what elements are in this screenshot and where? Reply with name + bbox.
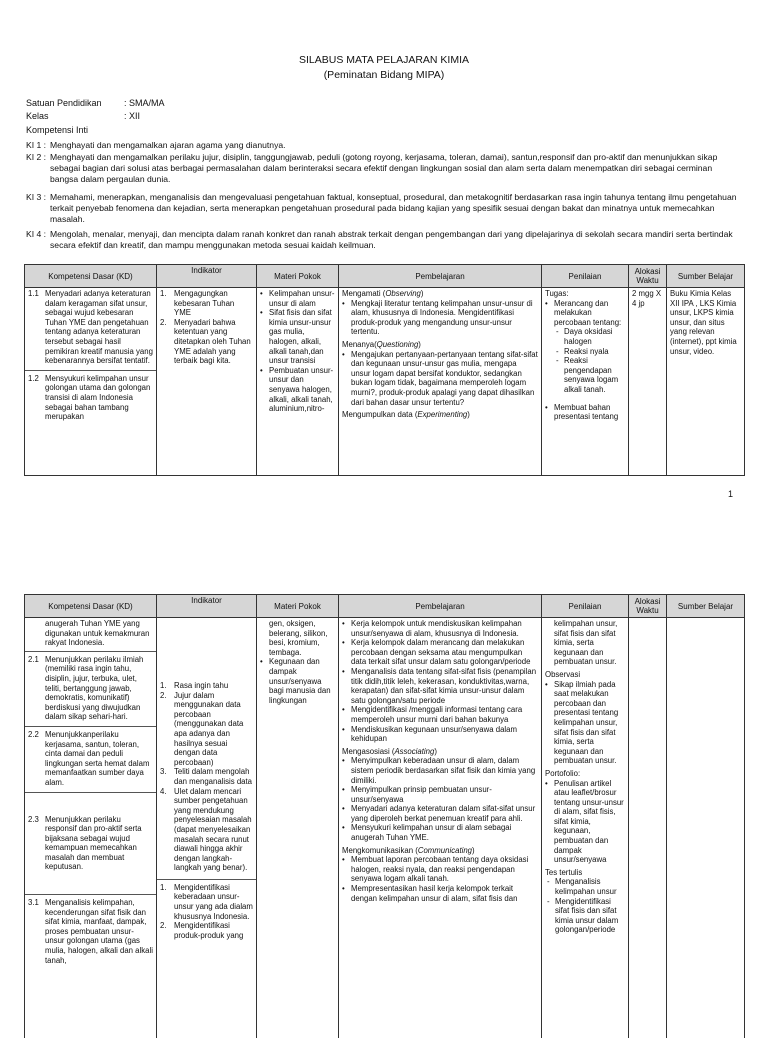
- table-row: [25, 618, 745, 1038]
- activity-heading: Mengasosiasi (Associating): [342, 746, 437, 756]
- kd-divider: [25, 651, 156, 652]
- activity-item: • Kerja kelompok untuk mendiskusikan kelimpahan unsur/senyawa di alam, khususnya di Indonesia.: [342, 619, 538, 638]
- header-pembelajaran: Pembelajaran: [339, 595, 542, 618]
- header-pembelajaran: Pembelajaran: [339, 265, 542, 288]
- header-sumber: Sumber Belajar: [667, 265, 745, 288]
- ki-item: [26, 229, 742, 251]
- ki-number: KI 2 :: [26, 152, 47, 162]
- header-penilaian: Penilaian: [542, 265, 629, 288]
- assessment-subitem: - Reaksi pengendapan senyawa logam alkali tanah.: [554, 356, 625, 394]
- kd-number: 2.3: [28, 814, 39, 824]
- indikator-item: 4. Ulet dalam mencari sumber pengetahuan yang mendukung penyelesaian masalah (dapat menyelesaikan masalah secara runut diawali hingga akhir dengan langkah-langkah yang benar).: [160, 786, 252, 873]
- alokasi-cell: 2 mgg X 4 jp: [629, 288, 667, 476]
- materi-text: gen, oksigen, belerang, silikon, besi, kromium, tembaga.: [269, 619, 328, 657]
- syllabus-table-2: [24, 594, 745, 1038]
- kd-text: Menganalisis kelimpahan, kecenderungan sifat fisik dan sifat kimia, manfaat, dampak, proses pembuatan unsur-unsur golongan utama (gas mulia, halogen, alkali dan alkali tanah,: [45, 898, 153, 965]
- kd-item: [28, 730, 153, 788]
- ki-item: [26, 140, 742, 151]
- ki-text: Menghayati dan mengamalkan ajaran agama yang dianutnya.: [50, 140, 286, 150]
- assessment-item: • Penulisan artikel atau leaflet/brosur tentang unsur-unsur di alam, sifat fisis, sifat kimia, kegunaan, pembuatan dan dampak unsur/senyawa: [545, 779, 625, 865]
- materi-cell: [257, 288, 339, 476]
- table-header-row: [25, 265, 745, 288]
- kd-number: 1.1: [28, 289, 39, 298]
- assessment-heading: Tes tertulis: [545, 867, 583, 877]
- header-indikator: Indikator: [157, 265, 257, 288]
- indikator-item: 1. Rasa ingin tahu: [160, 681, 229, 690]
- header-sumber: Sumber Belajar: [667, 595, 745, 618]
- table-row: [25, 288, 745, 476]
- assessment-heading: Observasi: [545, 669, 581, 679]
- activity-heading: Mengkomunikasikan (Communicating): [342, 845, 475, 855]
- kd-item: [28, 289, 153, 366]
- activity-item: • Mengajukan pertanyaan-pertanyaan tentang sifat-sifat dan kegunaan unsur-unsur gas mulia, mengapa unsur logam dapat bersifat konduktor, sedangkan bukan logam tidak, bagaimana memperoleh logam murni?, produk-produk apalagi yang dapat dihasilkan dari bahan dasar unsur tertentu?: [342, 350, 538, 408]
- kd-item: [28, 898, 153, 965]
- materi-item: • Kelimpahan unsur-unsur di alam: [260, 289, 335, 308]
- penilaian-cell: [542, 618, 629, 1038]
- assessment-subitem: - Reaksi nyala: [554, 347, 625, 357]
- kd-number: 2.2: [28, 729, 39, 739]
- indikator-item: 1. Mengidentifikasi keberadaan unsur-unsur yang ada dialam khususnya Indonesia.: [160, 882, 253, 921]
- activity-item: • Menganalisis data tentang sifat-sifat fisis (penampilan titik didih,titik leleh, kekerasan, konduktivitas,warna, kerapatan) dan sifat-sifat kimia unsur-unsur dalam satu golongan/satu periode: [342, 667, 538, 705]
- header-materi: Materi Pokok: [257, 265, 339, 288]
- header-kd: Kompetensi Dasar (KD): [25, 265, 157, 288]
- assessment-heading: Portofolio:: [545, 768, 581, 778]
- kd-number: 3.1: [28, 898, 39, 908]
- indikator-item: 2. Jujur dalam menggunakan data percobaan (menggunakan data apa adanya dan hasilnya sesuai dengan data percobaan): [160, 690, 244, 767]
- header-alokasi: Alokasi Waktu: [629, 265, 667, 288]
- document-title: SILABUS MATA PELAJARAN KIMIA: [299, 54, 469, 66]
- assessment-item: • Membuat bahan presentasi tentang: [545, 403, 625, 422]
- syllabus-table-1: [24, 264, 745, 476]
- kelas-row: [26, 111, 140, 121]
- activity-item: • Menyadari adanya keteraturan dalam sifat-sifat unsur yang diperoleh berkat penemuan kreatif para ahli.: [342, 804, 538, 823]
- assessment-subitem: - Mengidentifikasi sifat fisis dan sifat kimia unsur dalam golongan/periode: [545, 897, 625, 935]
- kd-item: [28, 655, 153, 722]
- assessment-subitem: - Menganalisis kelimpahan unsur: [545, 877, 625, 896]
- activity-item: • Menyimpulkan keberadaan unsur di alam, dalam sistem periodik berdasarkan sifat fisik dan kimia yang dimiliki.: [342, 756, 538, 785]
- kd-divider: [25, 792, 156, 793]
- kd-text: Menunjukkan perilaku ilmiah (memiliki rasa ingin tahu, disiplin, jujur, terbuka, ulet, teliti, bertanggung jawab, demokratis, komunikatif) berdiskusi yang diwujudkan dalam sikap sehari-hari.: [45, 654, 144, 722]
- kd-text: Menyadari adanya keteraturan dalam keragaman sifat unsur, sebagai wujud kebesaran Tuhan YME dan pengetahuan tentang adanya keteraturan tersebut sebagai hasil pemikiran kreatif manusia yang kebenarannya bersifat tentatif.: [45, 289, 153, 366]
- indikator-item: 1. Mengagungkan kebesaran Tuhan YME: [160, 289, 235, 318]
- materi-item: • Sifat fisis dan sifat kimia unsur-unsur gas mulia, halogen, alkali, alkali tanah,dan unsur transisi: [260, 308, 335, 366]
- page-number: 1: [728, 489, 734, 499]
- kd-divider: [25, 726, 156, 727]
- activity-heading: Menanya(Questioning): [342, 339, 421, 349]
- pembelajaran-cell: [339, 288, 542, 476]
- kelas-value: : XII: [124, 111, 141, 121]
- indikator-cell: [157, 288, 257, 476]
- materi-item: • Pembuatan unsur-unsur dan senyawa halogen, alkali, alkali tanah, aluminium,nitro-: [260, 366, 335, 414]
- ki-text: Mengolah, menalar, menyaji, dan mencipta dalam ranah konkret dan ranah abstrak terkait dengan pengembangan dari yang dipelajarinya di sekolah secara mandiri serta bertindak secara efektif dan kreatif, dan mampu menggunakan metoda sesuai kaidah keilmuan.: [50, 229, 733, 250]
- ki-number: KI 4 :: [26, 229, 47, 239]
- document-subtitle: (Peminatan Bidang MIPA): [323, 69, 445, 81]
- kd-cell: [25, 288, 157, 476]
- satuan-row: [26, 98, 165, 108]
- assessment-item: • Merancang dan melakukan percobaan tentang: - Daya oksidasi halogen - Reaksi nyala - Reaksi pengendapan senyawa logam alkali tanah.: [545, 299, 625, 395]
- kd-text: Mensyukuri kelimpahan unsur golongan utama dan golongan transisi di alam Indonesia sebagai bahan tambang merupakan: [45, 373, 151, 422]
- kd-cell: [25, 618, 157, 1038]
- kd-item: [28, 374, 153, 422]
- activity-item: • Membuat laporan percobaan tentang daya oksidasi halogen, reaksi nyala, dan reaksi pengendapan senyawa logam alkali tanah.: [342, 855, 538, 884]
- assessment-text: kelimpahan unsur, sifat fisis dan sifat kimia, serta kegunaan dan pembuatan unsur.: [554, 619, 618, 667]
- activity-heading: Mengumpulkan data (Experimenting): [342, 410, 470, 420]
- header-materi: Materi Pokok: [257, 595, 339, 618]
- ki-heading: Kompetensi Inti: [26, 125, 89, 135]
- alokasi-cell: [629, 618, 667, 1038]
- ki-text: Memahami, menerapkan, menganalisis dan mengevaluasi pengetahuan faktual, konseptual, prosedural, dan metakognitif berdasarkan rasa ingin tahunya tentang ilmu pengetahuan terkait penyebab fenomena dan kejadian, serta menerapkan pengetahuan prosedural pada bidang kajian yang spesifik sesuai dengan bakat dan minatnya untuk memecahkan masalah.: [50, 192, 737, 224]
- pembelajaran-cell: [339, 618, 542, 1038]
- activity-item: • Mendiskusikan kegunaan unsur/senyawa dalam kehidupan: [342, 725, 538, 744]
- sumber-cell: [667, 618, 745, 1038]
- header-alokasi: Alokasi Waktu: [629, 595, 667, 618]
- activity-item: • Mengkaji literatur tentang kelimpahan unsur-unsur di alam, khususnya di Indonesia. Mengidentifikasi produk-produk yang mengandung unsur-unsur tertentu.: [342, 299, 538, 337]
- activity-item: • Mensyukuri kelimpahan unsur di alam sebagai anugerah Tuhan YME.: [342, 823, 538, 842]
- kd-text: Menunjukkanperilaku kerjasama, santun, toleran, cinta damai dan peduli lingkungan serta hemat dalam memanfaatkan sumber daya alam.: [45, 729, 150, 787]
- indikator-item: 2. Mengidentifikasi produk-produk yang: [160, 921, 244, 940]
- header-indikator: Indikator: [157, 595, 257, 618]
- assessment-subitem: - Daya oksidasi halogen: [554, 327, 625, 346]
- materi-cell: [257, 618, 339, 1038]
- sumber-cell: Buku Kimia Kelas XII IPA , LKS Kimia unsur, LKPS kimia unsur, dan situs yang relevan (internet), ppt kimia unsur, video.: [667, 288, 745, 476]
- indikator-divider: [157, 879, 256, 880]
- materi-item: • Kegunaan dan dampak unsur/senyawa bagi manusia dan lingkungan: [260, 657, 335, 705]
- ki-item: [26, 152, 742, 185]
- ki-item: [26, 192, 742, 225]
- table-header-row: [25, 595, 745, 618]
- activity-item: • Mempresentasikan hasil kerja kelompok terkait dengan kelimpahan unsur di alam, sifat fisis dan: [342, 884, 538, 903]
- header-kd: Kompetensi Dasar (KD): [25, 595, 157, 618]
- kd-item: [28, 815, 153, 873]
- satuan-value: : SMA/MA: [124, 98, 165, 108]
- activity-item: • Kerja kelompok dalam merancang dan melakukan percobaan dengan seksama atau mengumpulkan data terkait sifat unsur dalam satu golongan/periode: [342, 638, 538, 667]
- penilaian-cell: [542, 288, 629, 476]
- ki-number: KI 3 :: [26, 192, 47, 202]
- kd-divider: [25, 894, 156, 895]
- indikator-cell: [157, 618, 257, 1038]
- activity-item: • Menyimpulkan prinsip pembuatan unsur-unsur/senyawa: [342, 785, 538, 804]
- kelas-label: Kelas: [26, 111, 49, 121]
- activity-heading: Mengamati (Observing): [342, 289, 424, 298]
- assessment-item: • Sikap ilmiah pada saat melakukan percobaan dan presentasi tentang kelimpahan unsur, sifat fisis dan sifat kimia, serta kegunaan dan pembuatan unsur.: [545, 680, 625, 766]
- activity-item: • Mengidentifikasi /menggali informasi tentang cara memperoleh unsur murni dari bahan bakunya: [342, 705, 538, 724]
- indikator-item: 3. Teliti dalam mengolah dan menganalisis data: [160, 767, 253, 786]
- kd-text: Menunjukkan perilaku responsif dan pro-aktif serta bijaksana sebagai wujud kemampuan memecahkan masalah dan membuat keputusan.: [45, 814, 142, 872]
- kd-text: anugerah Tuhan YME yang digunakan untuk kemakmuran rakyat Indonesia.: [45, 619, 150, 648]
- kd-number: 1.2: [28, 373, 39, 383]
- header-penilaian: Penilaian: [542, 595, 629, 618]
- kd-divider: [25, 370, 156, 371]
- indikator-item: 2. Menyadari bahwa ketentuan yang ditetapkan oleh Tuhan YME adalah yang terbaik bagi kita.: [160, 317, 251, 366]
- assessment-heading: Tugas:: [545, 289, 569, 298]
- kd-number: 2.1: [28, 654, 39, 664]
- satuan-label: Satuan Pendidikan: [26, 98, 102, 108]
- ki-text: Menghayati dan mengamalkan perilaku jujur, disiplin, tanggungjawab, peduli (gotong royong, kerjasama, toleran, damai), santun,responsif dan pro-aktif dan menunjukkan sikap sebagai bagian dari solusi atas berbagai permasalahan dalam berinteraksi secara efektif dengan lingkungan sosial dan alam serta dalam menempatkan diri sebagai cerminan bangsa dalam pergaulan dunia.: [50, 152, 718, 184]
- ki-number: KI 1 :: [26, 140, 47, 150]
